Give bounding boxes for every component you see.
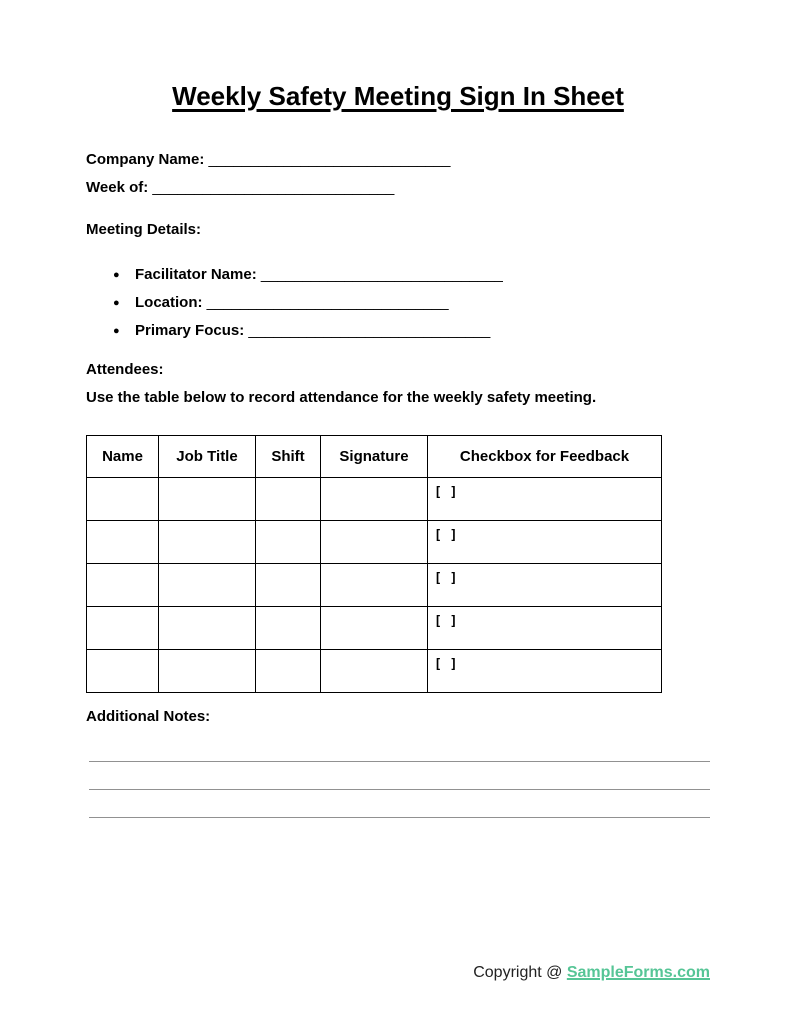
table-row [87, 564, 662, 607]
company-name-blank-line: _____________________________ [208, 151, 451, 168]
table-header-row [87, 436, 662, 478]
column-header-job-title: Job Title [159, 436, 256, 478]
column-header-signature: Signature [321, 436, 428, 478]
cell-name [87, 564, 159, 607]
cell-signature [321, 564, 428, 607]
table-row [87, 607, 662, 650]
table-row [87, 650, 662, 693]
facilitator-name-blank-line: _____________________________ [260, 266, 503, 283]
notes-blank-line [89, 734, 710, 762]
cell-shift [256, 607, 321, 650]
cell-signature [321, 607, 428, 650]
company-name-field [86, 146, 710, 174]
bullet-icon: ● [113, 297, 120, 309]
primary-focus-item [86, 317, 710, 345]
facilitator-name-label: Facilitator Name: [135, 266, 257, 283]
notes-blank-line [89, 762, 710, 790]
column-header-shift: Shift [256, 436, 321, 478]
cell-name [87, 521, 159, 564]
week-of-field [86, 174, 710, 202]
table-row [87, 478, 662, 521]
column-header-name: Name [87, 436, 159, 478]
cell-job-title [159, 478, 256, 521]
location-item [86, 289, 710, 317]
company-name-label: Company Name: [86, 151, 205, 168]
attendees-heading: Attendees: [86, 361, 164, 378]
meeting-details-list [86, 261, 710, 345]
cell-shift [256, 478, 321, 521]
location-label: Location: [135, 294, 203, 311]
bullet-icon: ● [113, 269, 120, 281]
attendance-table [86, 435, 662, 693]
cell-job-title [159, 521, 256, 564]
facilitator-name-item [86, 261, 710, 289]
primary-focus-blank-line: _____________________________ [248, 322, 491, 339]
week-of-label: Week of: [86, 179, 149, 196]
cell-signature [321, 521, 428, 564]
cell-name [87, 650, 159, 693]
cell-signature [321, 650, 428, 693]
week-of-blank-line: _____________________________ [152, 179, 395, 196]
cell-shift [256, 521, 321, 564]
cell-signature [321, 478, 428, 521]
column-header-feedback: Checkbox for Feedback [428, 436, 662, 478]
page-title: Weekly Safety Meeting Sign In Sheet [172, 81, 624, 111]
cell-job-title [159, 564, 256, 607]
cell-job-title [159, 650, 256, 693]
sampleforms-link[interactable]: SampleForms.com [566, 964, 710, 981]
cell-job-title [159, 607, 256, 650]
feedback-checkbox: [ ] [428, 521, 662, 564]
meeting-details-heading: Meeting Details: [86, 221, 202, 238]
feedback-checkbox: [ ] [428, 564, 662, 607]
header-fields [86, 146, 710, 202]
cell-name [87, 607, 159, 650]
cell-shift [256, 650, 321, 693]
primary-focus-label: Primary Focus: [135, 322, 245, 339]
location-blank-line: _____________________________ [206, 294, 449, 311]
footer [86, 961, 710, 985]
feedback-checkbox: [ ] [428, 607, 662, 650]
copyright-text: Copyright @ [473, 964, 563, 981]
feedback-checkbox: [ ] [428, 650, 662, 693]
bullet-icon: ● [113, 325, 120, 337]
cell-shift [256, 564, 321, 607]
table-row [87, 521, 662, 564]
cell-name [87, 478, 159, 521]
feedback-checkbox: [ ] [428, 478, 662, 521]
notes-blank-line [89, 790, 710, 818]
additional-notes-heading: Additional Notes: [86, 708, 211, 725]
attendees-section [86, 356, 710, 412]
attendees-instruction: Use the table below to record attendance for the weekly safety meeting. [86, 389, 597, 406]
